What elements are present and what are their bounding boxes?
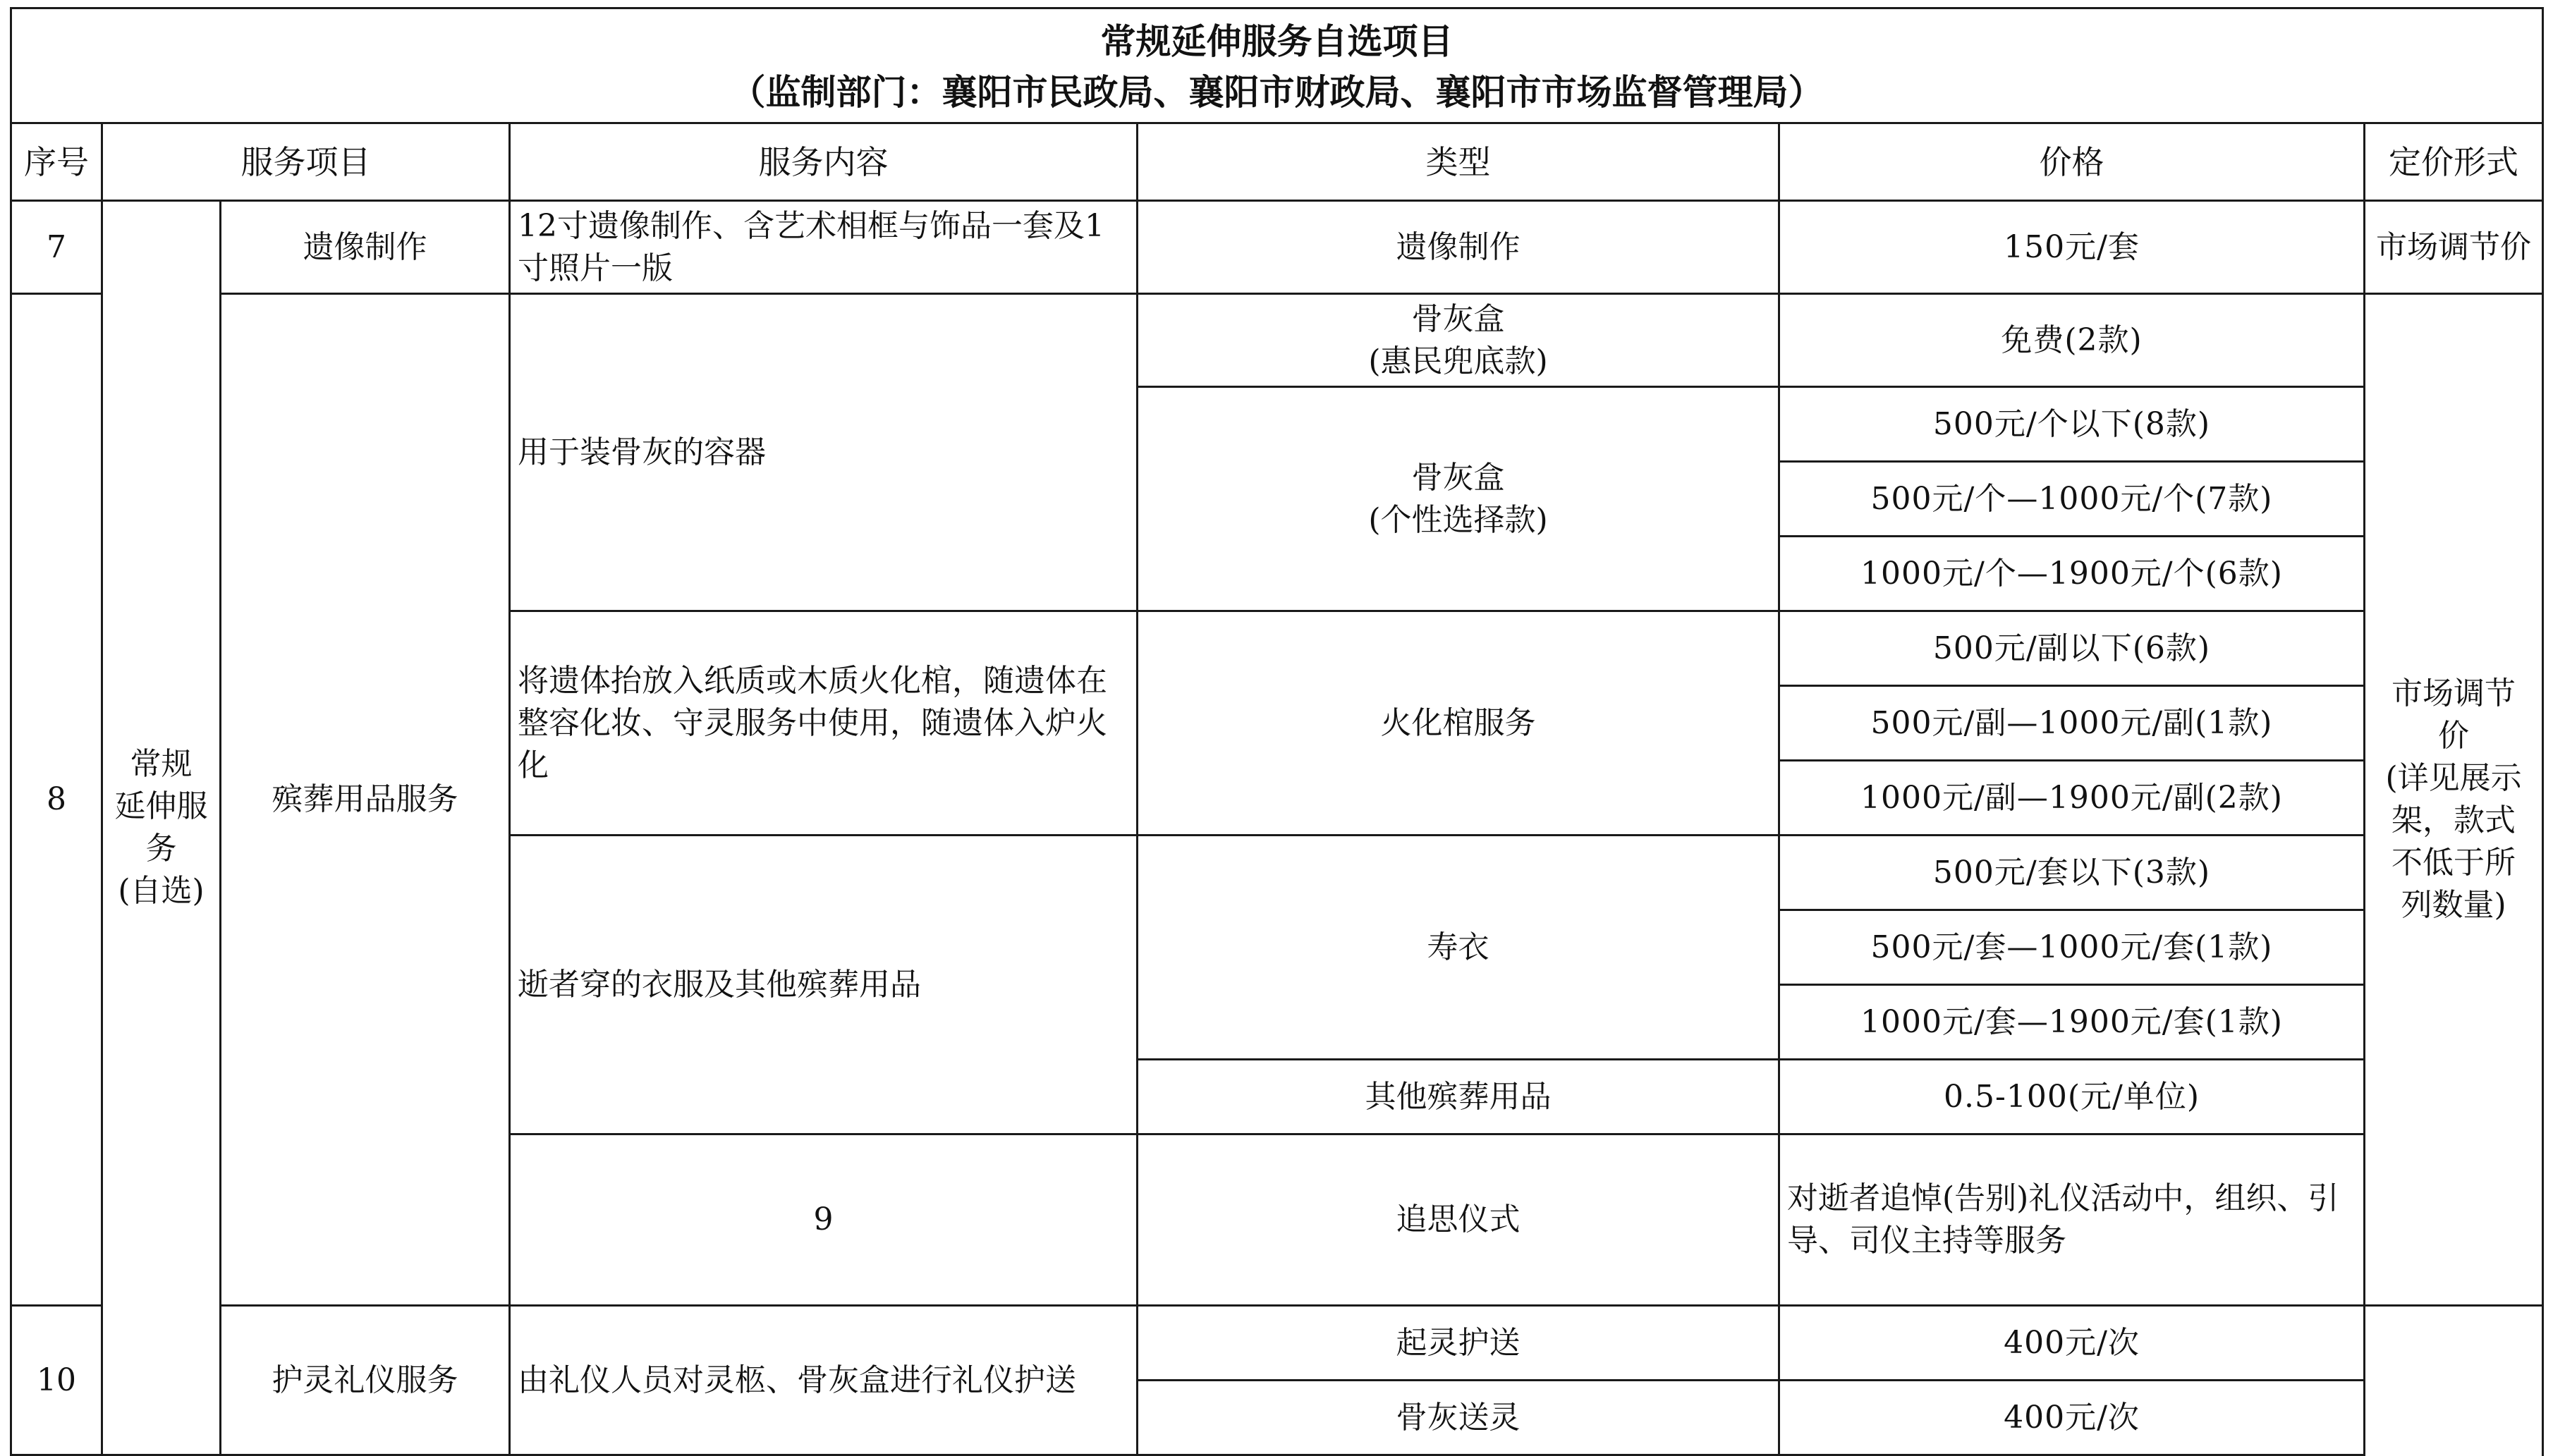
price-cell: 免费(2款) [1779, 294, 2365, 387]
type-line: (惠民兜底款) [1368, 343, 1548, 379]
item-cell: 护灵礼仪服务 [221, 1306, 510, 1455]
price-cell: 400元/次 [1779, 1381, 2365, 1455]
title-subtitle: （监制部门：襄阳市民政局、襄阳市财政局、襄阳市市场监督管理局） [730, 71, 1824, 113]
header-content: 服务内容 [510, 123, 1138, 201]
type-cell [1138, 387, 1779, 611]
price-cell: 500元/个—1000元/个(7款) [1779, 462, 2365, 537]
content-cell: 12寸遗像制作、含艺术相框与饰品一套及1寸照片一版 [510, 201, 1138, 294]
content-cell: 对逝者追悼(告别)礼仪活动中，组织、引导、司仪主持等服务 [1779, 1134, 2365, 1306]
header-type: 类型 [1138, 123, 1779, 201]
pricing-line: (详见展示 [2385, 760, 2522, 796]
pricing-line: 不低于所 [2391, 845, 2516, 881]
content-cell: 将遗体抬放入纸质或木质火化棺，随遗体在整容化妆、守灵服务中使用，随遗体入炉火化 [510, 611, 1138, 836]
seq-cell: 10 [11, 1306, 102, 1455]
group-label-line: 延伸服 [114, 788, 208, 824]
pricing-line: 价 [2438, 718, 2470, 754]
pricing-line: 架，款式 [2391, 802, 2516, 838]
pricing-line: 市场调节 [2391, 675, 2516, 711]
pricing-line: 列数量) [2401, 887, 2506, 923]
type-line: 骨灰盒 [1411, 459, 1505, 496]
price-cell: 500元/套以下(3款) [1779, 836, 2365, 910]
type-cell: 寿衣 [1138, 836, 1779, 1060]
seq-cell: 7 [11, 201, 102, 294]
table-row [11, 1306, 2543, 1381]
item-cell: 遗像制作 [221, 201, 510, 294]
item-cell: 追思仪式 [1138, 1134, 1779, 1306]
seq-cell: 8 [11, 294, 102, 1306]
group-label-line: (自选) [118, 873, 205, 909]
price-cell: 150元/套 [1779, 201, 2365, 294]
type-cell: 火化棺服务 [1138, 611, 1779, 836]
group-label-line: 务 [145, 831, 177, 867]
pricing-cell [2365, 294, 2543, 1306]
type-cell: 起灵护送 [1138, 1306, 1779, 1381]
type-cell: 遗像制作 [1138, 201, 1779, 294]
price-cell: 0.5-100(元/单位) [1779, 1060, 2365, 1134]
header-seq: 序号 [11, 123, 102, 201]
type-cell: 其他殡葬用品 [1138, 1060, 1779, 1134]
type-line: (个性选择款) [1368, 501, 1548, 538]
content-cell: 逝者穿的衣服及其他殡葬用品 [510, 836, 1138, 1134]
content-cell: 由礼仪人员对灵柩、骨灰盒进行礼仪护送 [510, 1306, 1138, 1455]
header-row [11, 123, 2543, 201]
item-cell: 殡葬用品服务 [221, 294, 510, 1306]
content-cell: 用于装骨灰的容器 [510, 294, 1138, 611]
seq-cell: 9 [510, 1134, 1138, 1306]
type-cell: 骨灰送灵 [1138, 1381, 1779, 1455]
group-label-line: 常规 [130, 746, 193, 782]
price-cell: 1000元/个—1900元/个(6款) [1779, 537, 2365, 611]
table-row [11, 201, 2543, 294]
price-cell: 500元/个以下(8款) [1779, 387, 2365, 462]
table-title [11, 8, 2543, 123]
price-cell: 500元/副—1000元/副(1款) [1779, 686, 2365, 761]
pricing-cell: 市场调节价 [2365, 201, 2543, 294]
header-item: 服务项目 [102, 123, 510, 201]
price-cell: 1000元/副—1900元/副(2款) [1779, 761, 2365, 836]
price-cell: 400元/次 [1779, 1306, 2365, 1381]
header-price: 价格 [1779, 123, 2365, 201]
price-cell: 500元/套—1000元/套(1款) [1779, 910, 2365, 985]
table-row [11, 294, 2543, 387]
title-main: 常规延伸服务自选项目 [1100, 20, 1454, 62]
type-line: 骨灰盒 [1411, 300, 1505, 337]
group-cell [102, 201, 221, 1455]
price-cell: 500元/副以下(6款) [1779, 611, 2365, 686]
service-price-table [10, 7, 2544, 1456]
title-row [11, 8, 2543, 123]
price-cell: 1000元/套—1900元/套(1款) [1779, 985, 2365, 1060]
header-pricing: 定价形式 [2365, 123, 2543, 201]
type-cell [1138, 294, 1779, 387]
